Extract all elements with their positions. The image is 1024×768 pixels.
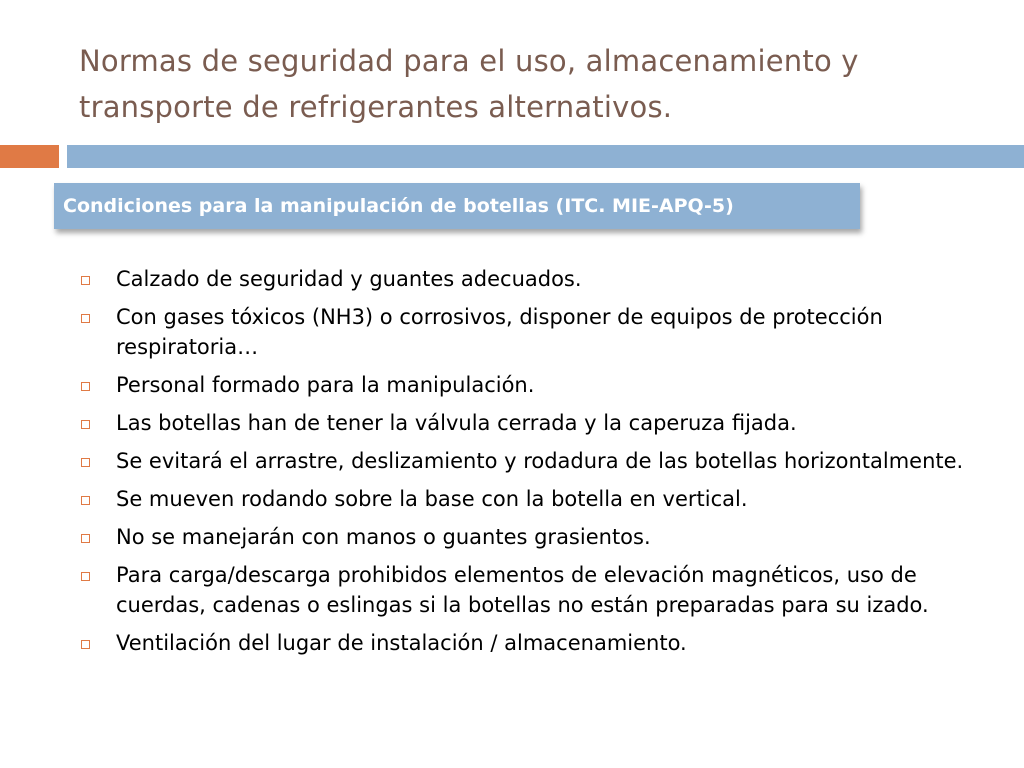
hollow-square-bullet-icon <box>81 276 90 285</box>
bullet-item <box>80 522 980 552</box>
accent-bar-blue <box>67 145 1024 168</box>
bullet-text: Para carga/descarga prohibidos elementos de elevación magnéticos, uso de cuerdas, cadenas o eslingas si la botellas no están preparadas para su izado. <box>116 563 929 617</box>
bullet-item <box>80 446 980 476</box>
bullet-item <box>80 302 980 362</box>
hollow-square-bullet-icon <box>81 382 90 391</box>
hollow-square-bullet-icon <box>81 640 90 649</box>
bullet-item <box>80 560 980 620</box>
bullet-text: Ventilación del lugar de instalación / almacenamiento. <box>116 631 687 655</box>
slide-title: Normas de seguridad para el uso, almacenamiento y transporte de refrigerantes alternativos. <box>79 44 859 124</box>
hollow-square-bullet-icon <box>81 534 90 543</box>
bullet-item <box>80 370 980 400</box>
bullet-text: No se manejarán con manos o guantes grasientos. <box>116 525 651 549</box>
bullet-text: Se evitará el arrastre, deslizamiento y rodadura de las botellas horizontalmente. <box>116 449 964 473</box>
bullet-list <box>80 264 980 666</box>
bullet-text: Con gases tóxicos (NH3) o corrosivos, disponer de equipos de protección respiratoria… <box>116 305 883 359</box>
accent-bar-orange <box>0 145 59 168</box>
bullet-item <box>80 628 980 658</box>
section-badge <box>54 183 860 229</box>
hollow-square-bullet-icon <box>81 314 90 323</box>
hollow-square-bullet-icon <box>81 572 90 581</box>
bullet-text: Calzado de seguridad y guantes adecuados. <box>116 267 582 291</box>
bullet-text: Las botellas han de tener la válvula cerrada y la caperuza fijada. <box>116 411 797 435</box>
hollow-square-bullet-icon <box>81 496 90 505</box>
hollow-square-bullet-icon <box>81 458 90 467</box>
bullet-item <box>80 408 980 438</box>
hollow-square-bullet-icon <box>81 420 90 429</box>
bullet-item <box>80 264 980 294</box>
bullet-item <box>80 484 980 514</box>
bullet-text: Se mueven rodando sobre la base con la botella en vertical. <box>116 487 748 511</box>
section-badge-label: Condiciones para la manipulación de botellas (ITC. MIE-APQ-5) <box>63 195 734 217</box>
bullet-text: Personal formado para la manipulación. <box>116 373 535 397</box>
